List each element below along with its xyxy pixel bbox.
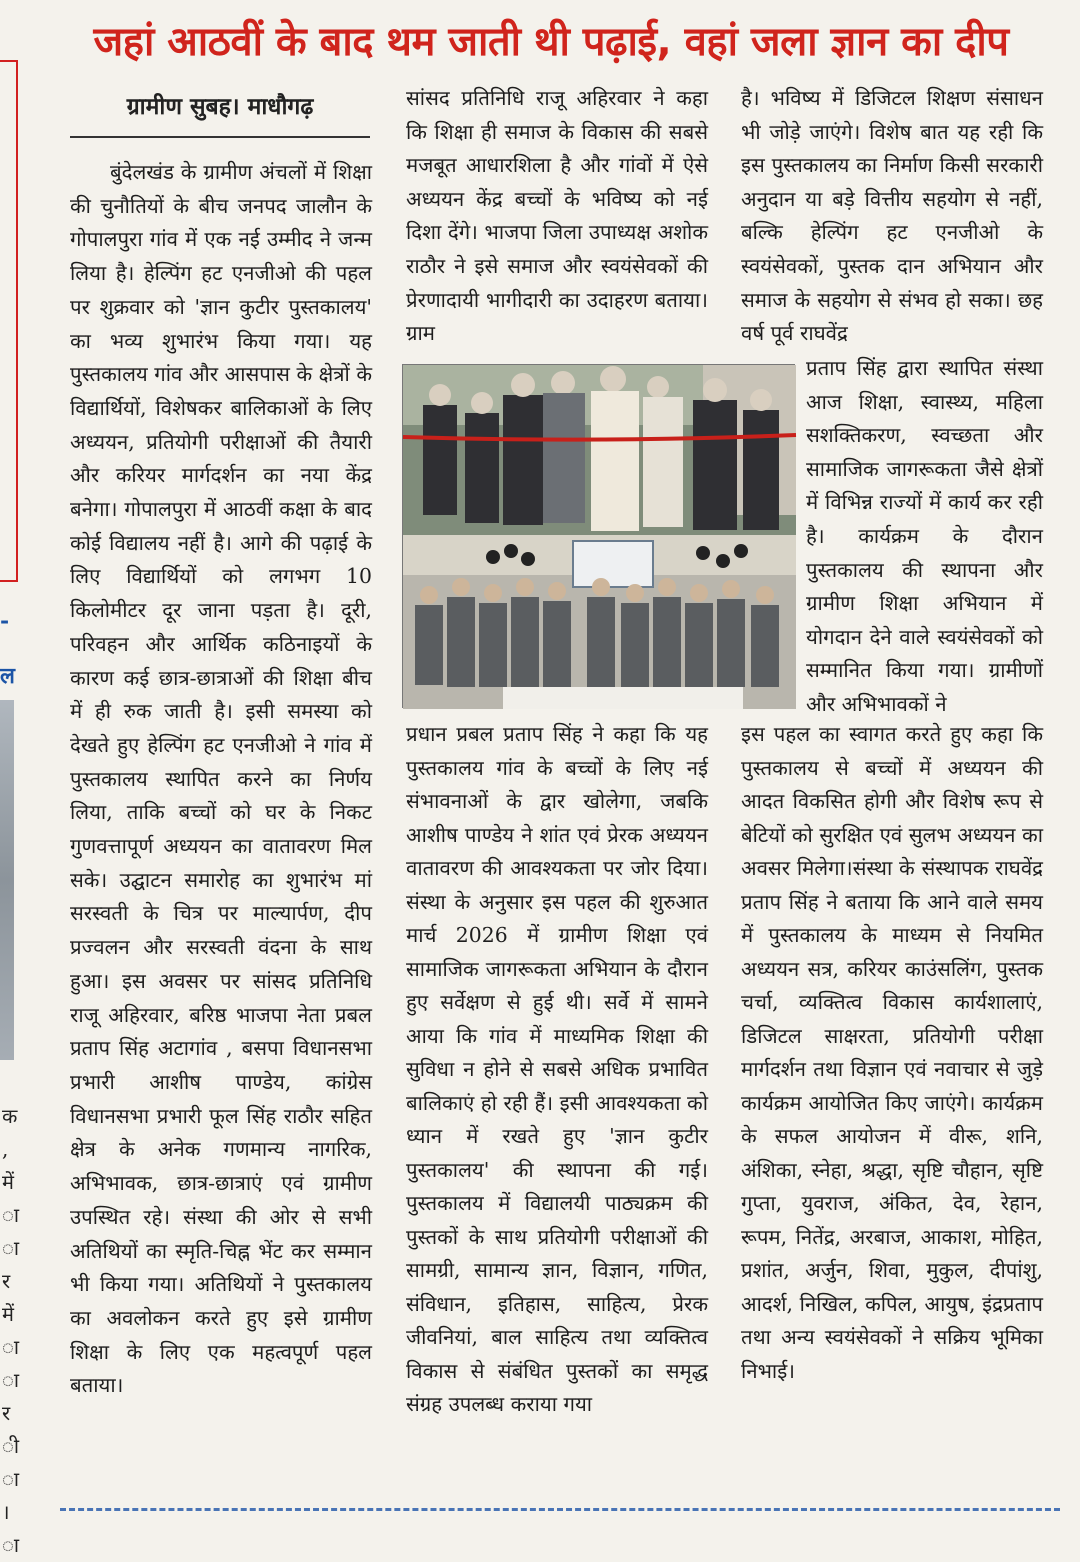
neighbor-red-box [0, 60, 18, 582]
article-column-3-middle: प्रताप सिंह द्वारा स्थापित संस्था आज शिक्षा, स्वास्थ्य, महिला सशक्तिकरण, स्वच्छता और सामाजिक जागरूकता जैसे क्षेत्रों में विभिन्न राज्यों में कार्य कर रही है। कार्यक्रम के दौरान पुस्तकालय की स्थापना और ग्रामीण शिक्षा अभियान में योगदान देने वाले स्वयंसेवकों को सम्मानित किया गया। ग्रामीणों और अभिभावकों ने [806, 356, 1043, 716]
neighbor-fragment-top: - [0, 608, 10, 634]
article-column-3-top: है। भविष्य में डिजिटल शिक्षण संसाधन भी जोड़े जाएंगे। विशेष बात यह रही कि इस पुस्तकालय का निर्माण किसी सरकारी अनुदान या बड़े वित्तीय सहयोग से नहीं, बल्कि हेल्पिंग हट एनजीओ के स्वयंसेवकों, पुस्तक दान अभियान और समाज के सहयोग से संभव हो सका। छह वर्ष पूर्व राघवेंद्र [741, 86, 1043, 346]
neighbor-text-chars: क , में ा ा र में ा ा र ी ा । ा [2, 1104, 20, 1557]
byline-text: ग्रामीण सुबह। माधौगढ़ [126, 94, 314, 120]
bottom-dashed-strip [60, 1508, 1060, 1519]
neighbor-column-edge [0, 60, 22, 1557]
news-photo [402, 364, 795, 708]
neighbor-photo-strip [0, 700, 14, 1060]
ribbon-cutting-photo [403, 365, 796, 709]
neighbor-fragment-bottom: ल [0, 663, 15, 689]
article-column-2-top: सांसद प्रतिनिधि राजू अहिरवार ने कहा कि शिक्षा ही समाज के विकास की सबसे मजबूत आधारशिला है और गांवों में ऐसे अध्ययन केंद्र बच्चों के भविष्य को नई दिशा देंगे। भाजपा जिला उपाध्यक्ष अशोक राठौर ने इसे समाज और स्वयंसेवकों की प्रेरणादायी भागीदारी का उदाहरण बताया। ग्राम [406, 86, 708, 346]
article-column-2-bottom: प्रधान प्रबल प्रताप सिंह ने कहा कि यह पुस्तकालय गांव के बच्चों के लिए नई संभावनाओं के द्वार खोलेगा, जबकि आशीष पाण्डेय ने शांत एवं प्रेरक अध्ययन वातावरण की आवश्यकता पर जोर दिया। संस्था के अनुसार इस पहल की शुरुआत मार्च 2026 में ग्रामीण शिक्षा एवं सामाजिक जागरूकता अभियान के दौरान हुए सर्वेक्षण से हुई थी। सर्वे में सामने आया कि गांव में माध्यमिक शिक्षा की सुविधा न होने से सबसे अधिक प्रभावित बालिकाएं हो रही हैं। इसी आवश्यकता को ध्यान में रखते हुए 'ज्ञान कुटीर पुस्तकालय' की स्थापना की गई। पुस्तकालय में विद्यालयी पाठ्यक्रम की पुस्तकों के साथ प्रतियोगी परीक्षाओं की सामग्री, सामान्य ज्ञान, विज्ञान, गणित, संविधान, इतिहास, साहित्य, प्रेरक जीवनियां, बाल साहित्य तथा व्यक्तित्व विकास से संबंधित पुस्तकों का समृद्ध संग्रह उपलब्ध कराया गया [406, 722, 708, 1416]
byline [70, 80, 370, 138]
headline: जहां आठवीं के बाद थम जाती थी पढ़ाई, वहां जला ज्ञान का दीप [93, 19, 1009, 65]
article-column-3-bottom: इस पहल का स्वागत करते हुए कहा कि पुस्तकालय से बच्चों में अध्ययन की आदत विकसित होगी और विशेष रूप से बेटियों को सुरक्षित एवं सुलभ अध्ययन का अवसर मिलेगा।संस्था के संस्थापक राघवेंद्र प्रताप सिंह ने बताया कि आने वाले समय में पुस्तकालय के माध्यम से नियमित अध्ययन सत्र, करियर काउंसलिंग, पुस्तक चर्चा, व्यक्तित्व विकास कार्यशालाएं, डिजिटल साक्षरता, प्रतियोगी परीक्षा मार्गदर्शन तथा विज्ञान एवं नवाचार से जुड़े कार्यक्रम आयोजित किए जाएंगे। कार्यक्रम के सफल आयोजन में वीरू, शनि, अंशिका, स्नेहा, श्रद्धा, सृष्टि चौहान, सृष्टि गुप्ता, युवराज, अंकित, देव, रेहान, रूपम, नितेंद्र, अरबाज, आकाश, मोहित, प्रशांत, अर्जुन, शिवा, मुकुल, दीपांशु, आदर्श, निखिल, कपिल, आयुष, इंद्रप्रताप तथा अन्य स्वयंसेवकों ने सक्रिय भूमिका निभाई। [741, 722, 1043, 1383]
article-column-1: बुंदेलखंड के ग्रामीण अंचलों में शिक्षा की चुनौतियों के बीच जनपद जालौन के गोपालपुरा गांव में एक नई उम्मीद ने जन्म लिया है। हेल्पिंग हट एनजीओ की पहल पर शुक्रवार को 'ज्ञान कुटीर पुस्तकालय' का भव्य शुभारंभ किया गया। यह पुस्तकालय गांव और आसपास के क्षेत्रों के विद्यार्थियों, विशेषकर बालिकाओं के लिए अध्ययन, प्रतियोगी परीक्षाओं की तैयारी और करियर मार्गदर्शन का नया केंद्र बनेगा। गोपालपुरा में आठवीं कक्षा के बाद कोई विद्यालय नहीं है। आगे की पढ़ाई के लिए विद्यार्थियों को लगभग 10 किलोमीटर दूर जाना पड़ता है। दूरी, परिवहन और आर्थिक कठिनाइयों के कारण कई छात्र-छात्राओं की शिक्षा बीच में ही रुक जाती है। इसी समस्या को देखते हुए हेल्पिंग हट एनजीओ ने गांव में पुस्तकालय स्थापित करने का निर्णय लिया, ताकि बच्चों को घर के निकट गुणवत्तापूर्ण अध्ययन का वातावरण मिल सके। उद्घाटन समारोह का शुभारंभ मां सरस्वती के चित्र पर माल्यार्पण, दीप प्रज्वलन और सरस्वती वंदना के साथ हुआ। इस अवसर पर सांसद प्रतिनिधि राजू अहिरवार, बरिष्ठ भाजपा नेता प्रबल प्रताप सिंह अटागांव , बसपा विधानसभा प्रभारी आशीष पाण्डेय, कांग्रेस विधानसभा प्रभारी फूल सिंह राठौर सहित क्षेत्र के अनेक गणमान्य नागरिक, अभिभावक, छात्र-छात्राएं एवं ग्रामीण उपस्थित रहे। संस्था की ओर से सभी अतिथियों का स्मृति-चिह्न भेंट कर सम्मान भी किया गया। अतिथियों ने पुस्तकालय का अवलोकन करते हुए इसे ग्रामीण शिक्षा के लिए एक महत्वपूर्ण पहल बताया। [70, 160, 372, 1398]
